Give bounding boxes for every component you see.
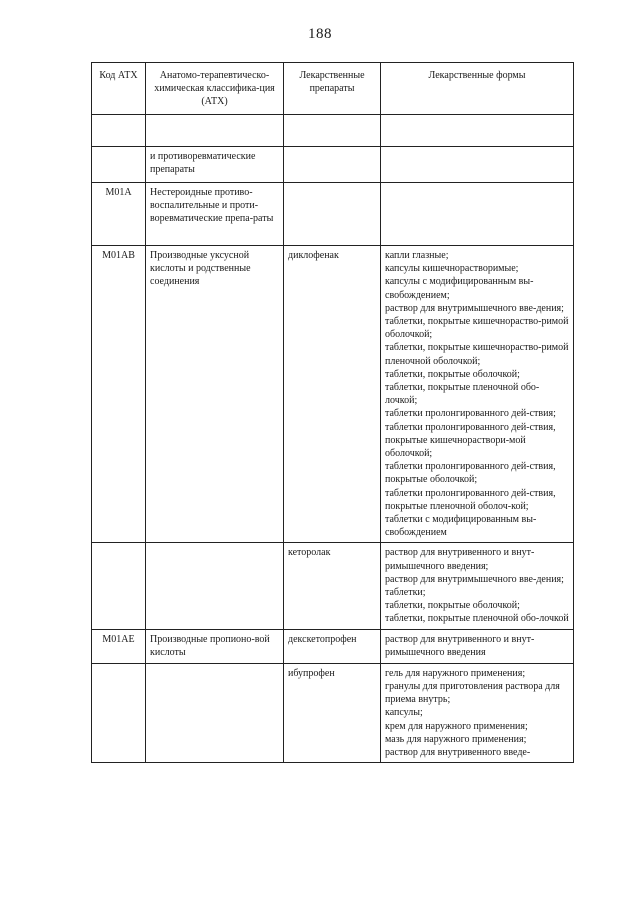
dosage-form: капли глазные; <box>385 250 449 261</box>
dosage-form: таблетки, покрытые кишечнораство-римой оболочкой; <box>385 316 569 341</box>
dosage-form: таблетки пролонгированного дей-ствия, покрытые пленочной оболоч-кой; <box>385 487 556 512</box>
dosage-form: крем для наружного применения; <box>385 720 528 732</box>
dosage-form: раствор для внутримышечного вве-дения; <box>385 302 564 314</box>
dosage-form: таблетки пролонгированного дей-ствия, покрытые кишечнораствори-мой оболочкой; <box>385 421 556 460</box>
dosage-form: таблетки, покрытые оболочкой; <box>385 600 520 612</box>
dosage-form: раствор для внутривенного введе- <box>385 746 531 758</box>
row-forms <box>381 147 574 183</box>
row-classification: Нестероидные противо-воспалительные и проти-воревматические препа-раты <box>146 183 284 246</box>
atx-classification-table <box>91 62 574 763</box>
row-code <box>92 147 146 183</box>
row-forms <box>381 629 574 663</box>
table-row <box>92 115 574 147</box>
row-classification <box>146 543 284 629</box>
row-classification: Производные пропионо-вой кислоты <box>146 629 284 663</box>
row-drug <box>284 183 381 246</box>
dosage-form: капсулы; <box>385 707 423 719</box>
row-forms <box>381 183 574 246</box>
row-drug: декскетопрофен <box>284 629 381 663</box>
row-classification <box>146 663 284 762</box>
row-forms <box>381 246 574 543</box>
dosage-form: таблетки пролонгированного дей-ствия; <box>385 408 556 420</box>
table-row <box>92 629 574 663</box>
row-code <box>92 663 146 762</box>
header-code: Код АТХ <box>92 63 146 115</box>
table-row <box>92 183 574 246</box>
row-code <box>92 543 146 629</box>
dosage-form: мазь для наружного применения; <box>385 733 527 745</box>
dosage-form: таблетки; <box>385 587 426 599</box>
row-drug <box>284 115 381 147</box>
dosage-form: таблетки пролонгированного дей-ствия, покрытые оболочкой; <box>385 461 556 486</box>
header-drugs: Лекарственные препараты <box>284 63 381 115</box>
row-drug <box>284 147 381 183</box>
row-classification <box>146 115 284 147</box>
table-row <box>92 246 574 543</box>
dosage-form: капсулы с модифицированным вы-свобождением; <box>385 276 534 301</box>
dosage-form: гранулы для приготовления раствора для приема внутрь; <box>385 680 560 706</box>
table-row <box>92 543 574 629</box>
row-code: M01A <box>92 183 146 246</box>
dosage-form: таблетки, покрытые пленочной обо-лочкой <box>385 613 569 625</box>
dosage-form: таблетки с модифицированным вы-свобождением <box>385 514 537 539</box>
row-code: M01AB <box>92 246 146 543</box>
dosage-form: таблетки, покрытые кишечнораство-римой пленочной оболочкой; <box>385 342 569 367</box>
header-classification: Анатомо-терапевтическо-химическая классифика-ция (АТХ) <box>146 63 284 115</box>
dosage-form: таблетки, покрытые пленочной обо-лочкой; <box>385 382 540 407</box>
table-row <box>92 147 574 183</box>
table-header-row <box>92 63 574 115</box>
row-forms <box>381 663 574 762</box>
dosage-form: раствор для внутривенного и внут-римышечного введения <box>385 633 535 658</box>
row-drug: диклофенак <box>284 246 381 543</box>
page-number: 188 <box>308 26 332 42</box>
row-code <box>92 115 146 147</box>
row-forms <box>381 115 574 147</box>
row-classification: Производные уксусной кислоты и родственные соединения <box>146 246 284 543</box>
header-forms: Лекарственные формы <box>381 63 574 115</box>
row-drug: кеторолак <box>284 543 381 629</box>
row-drug: ибупрофен <box>284 663 381 762</box>
dosage-form: раствор для внутривенного и внут-римышечного введения; <box>385 547 535 572</box>
dosage-form: таблетки, покрытые оболочкой; <box>385 368 520 380</box>
row-classification: и противоревматические препараты <box>146 147 284 183</box>
table-row <box>92 663 574 762</box>
dosage-form: гель для наружного применения; <box>385 667 526 679</box>
dosage-form: капсулы кишечнорастворимые; <box>385 263 519 275</box>
row-forms <box>381 543 574 629</box>
row-code: M01AE <box>92 629 146 663</box>
dosage-form: раствор для внутримышечного вве-дения; <box>385 573 564 585</box>
